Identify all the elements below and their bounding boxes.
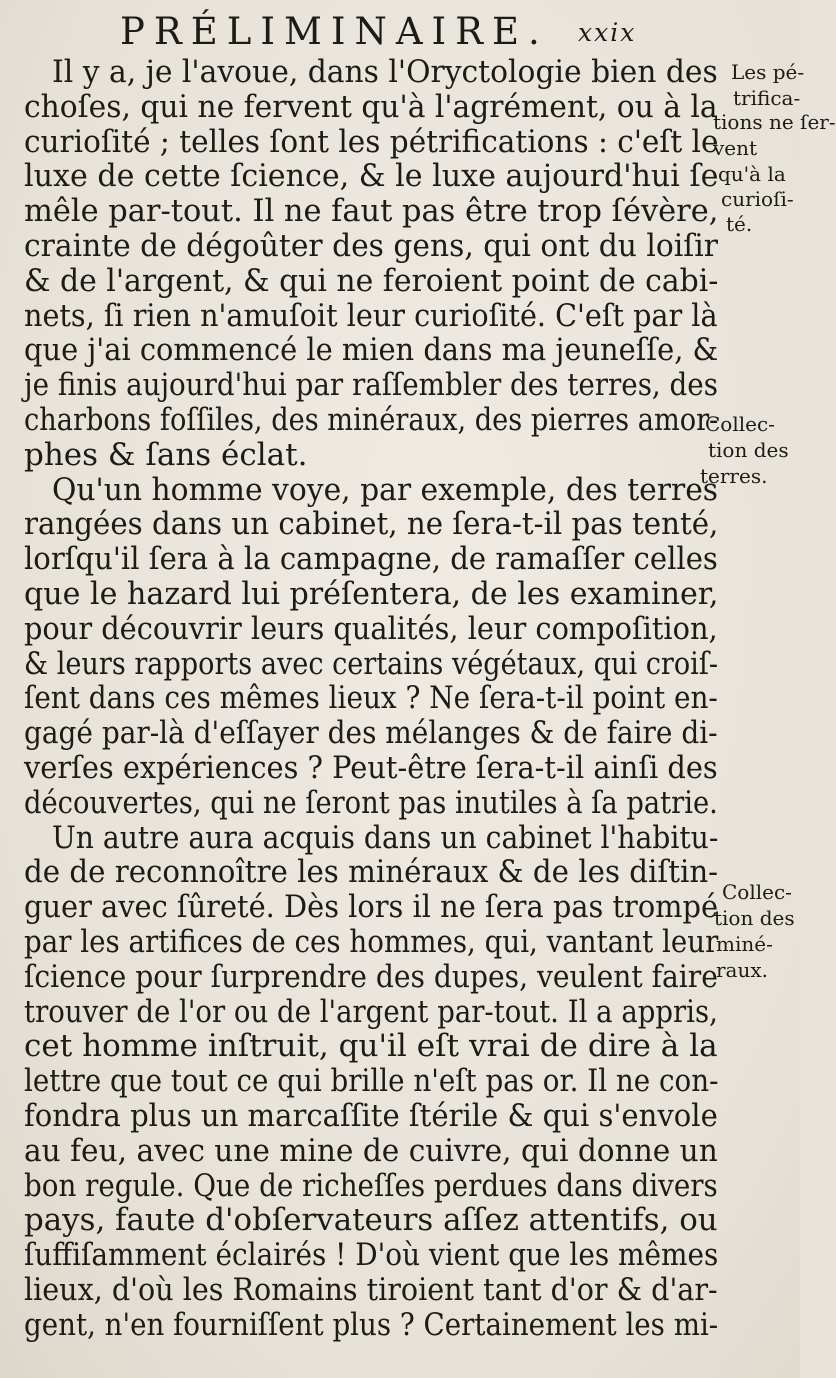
margin-note-line: Les pé- bbox=[731, 60, 805, 84]
text-line: rangées dans un cabinet, ne ſera-t-il pas tenté, bbox=[24, 506, 719, 543]
text-line: lettre que tout ce qui brille n'eſt pas or. Il ne con- bbox=[24, 1063, 719, 1100]
margin-note-line: vent bbox=[713, 136, 758, 160]
text-line: cet homme inſtruit, qu'il eſt vrai de dire à la bbox=[24, 1028, 718, 1065]
text-line: curioſité ; telles ſont les pétrifications : c'eſt le bbox=[24, 123, 719, 160]
text-line: bon regule. Que de richeſſes perdues dans divers bbox=[24, 1167, 718, 1204]
text-line: ſent dans ces mêmes lieux ? Ne ſera-t-il point en- bbox=[24, 680, 718, 717]
text-line: lieux, d'où les Romains tiroient tant d'or & d'ar- bbox=[24, 1272, 718, 1308]
text-line: que j'ai commencé le mien dans ma jeuneſſe, & bbox=[24, 332, 719, 369]
text-line: au feu, avec une mine de cuivre, qui donne un bbox=[24, 1132, 718, 1169]
text-line: lorſqu'il ſera à la campagne, de ramaſſer celles bbox=[24, 541, 718, 578]
text-line: gent, n'en fourniſſent plus ? Certainement les mi- bbox=[24, 1306, 719, 1343]
margin-note-line: tions ne ſer- bbox=[713, 110, 836, 134]
text-line: par les artifices de ces hommes, qui, vantant leur bbox=[24, 924, 719, 960]
margin-note-line: miné- bbox=[716, 932, 773, 956]
text-line: luxe de cette ſcience, & le luxe aujourd'hui ſe bbox=[24, 158, 719, 195]
text-line: guer avec ſûreté. Dès lors il ne ſera pas trompé bbox=[24, 889, 719, 926]
text-line: crainte de dégoûter des gens, qui ont du loiſir bbox=[24, 228, 718, 264]
margin-note-line: Collec- bbox=[705, 412, 775, 436]
text-line: & de l'argent, & qui ne feroient point de cabi- bbox=[24, 262, 719, 299]
margin-note-line: trifica- bbox=[733, 86, 801, 110]
text-line: fondra plus un marcaſſite ſtérile & qui s'envole bbox=[24, 1098, 718, 1134]
margin-note-line: qu'à la bbox=[718, 162, 786, 186]
text-line: ſcience pour ſurprendre des dupes, veulent faire bbox=[24, 958, 718, 995]
text-line: choſes, qui ne fervent qu'à l'agrément, ou à la bbox=[24, 88, 718, 125]
margin-note-line: raux. bbox=[716, 958, 769, 982]
text-line: Il y a, je l'avoue, dans l'Oryctologie bien des bbox=[52, 54, 718, 90]
page-number: xxix bbox=[578, 18, 637, 47]
text-line: pays, faute d'obſervateurs aſſez attentifs, ou bbox=[24, 1202, 718, 1239]
text-line: je finis aujourd'hui par raſſembler des terres, des bbox=[24, 367, 718, 404]
text-line: gagé par-là d'eſſayer des mélanges & de faire di- bbox=[24, 715, 718, 752]
text-line: de de reconnoître les minéraux & de les diſtin- bbox=[24, 854, 719, 891]
margin-note-line: tion des bbox=[714, 906, 795, 930]
text-line: nets, ſi rien n'amuſoit leur curioſité. C'eſt par là bbox=[24, 297, 718, 334]
text-line: verſes expériences ? Peut-être ſera-t-il ainſi des bbox=[24, 750, 718, 786]
text-line: Qu'un homme voye, par exemple, des terres bbox=[52, 471, 719, 508]
margin-note-line: terres. bbox=[700, 464, 768, 488]
text-line: que le hazard lui préſentera, de les examiner, bbox=[24, 576, 719, 612]
text-line: phes & ſans éclat. bbox=[24, 436, 308, 473]
running-head: PRÉLIMINAIRE. bbox=[120, 10, 549, 53]
margin-note-line: curioſi- bbox=[721, 187, 794, 211]
text-line: Un autre aura acquis dans un cabinet l'habitu- bbox=[52, 819, 719, 856]
text-line: découvertes, qui ne ſeront pas inutiles à ſa patrie. bbox=[24, 784, 718, 821]
text-line: charbons foſſiles, des minéraux, des pierres amor- bbox=[24, 402, 719, 438]
margin-note-line: té. bbox=[726, 212, 753, 236]
text-line: & leurs rapports avec certains végétaux, qui croiſ- bbox=[24, 645, 719, 682]
text-line: pour découvrir leurs qualités, leur compoſition, bbox=[24, 610, 718, 647]
page-header bbox=[0, 6, 800, 58]
margin-note-line: Collec- bbox=[722, 880, 792, 904]
text-line: trouver de l'or ou de l'argent par-tout. Il a appris, bbox=[24, 993, 718, 1030]
margin-note-line: tion des bbox=[708, 438, 789, 462]
text-line: ſuffiſamment éclairés ! D'où vient que les mêmes bbox=[24, 1237, 719, 1274]
text-line: mêle par-tout. Il ne faut pas être trop ſévère, bbox=[24, 193, 719, 230]
